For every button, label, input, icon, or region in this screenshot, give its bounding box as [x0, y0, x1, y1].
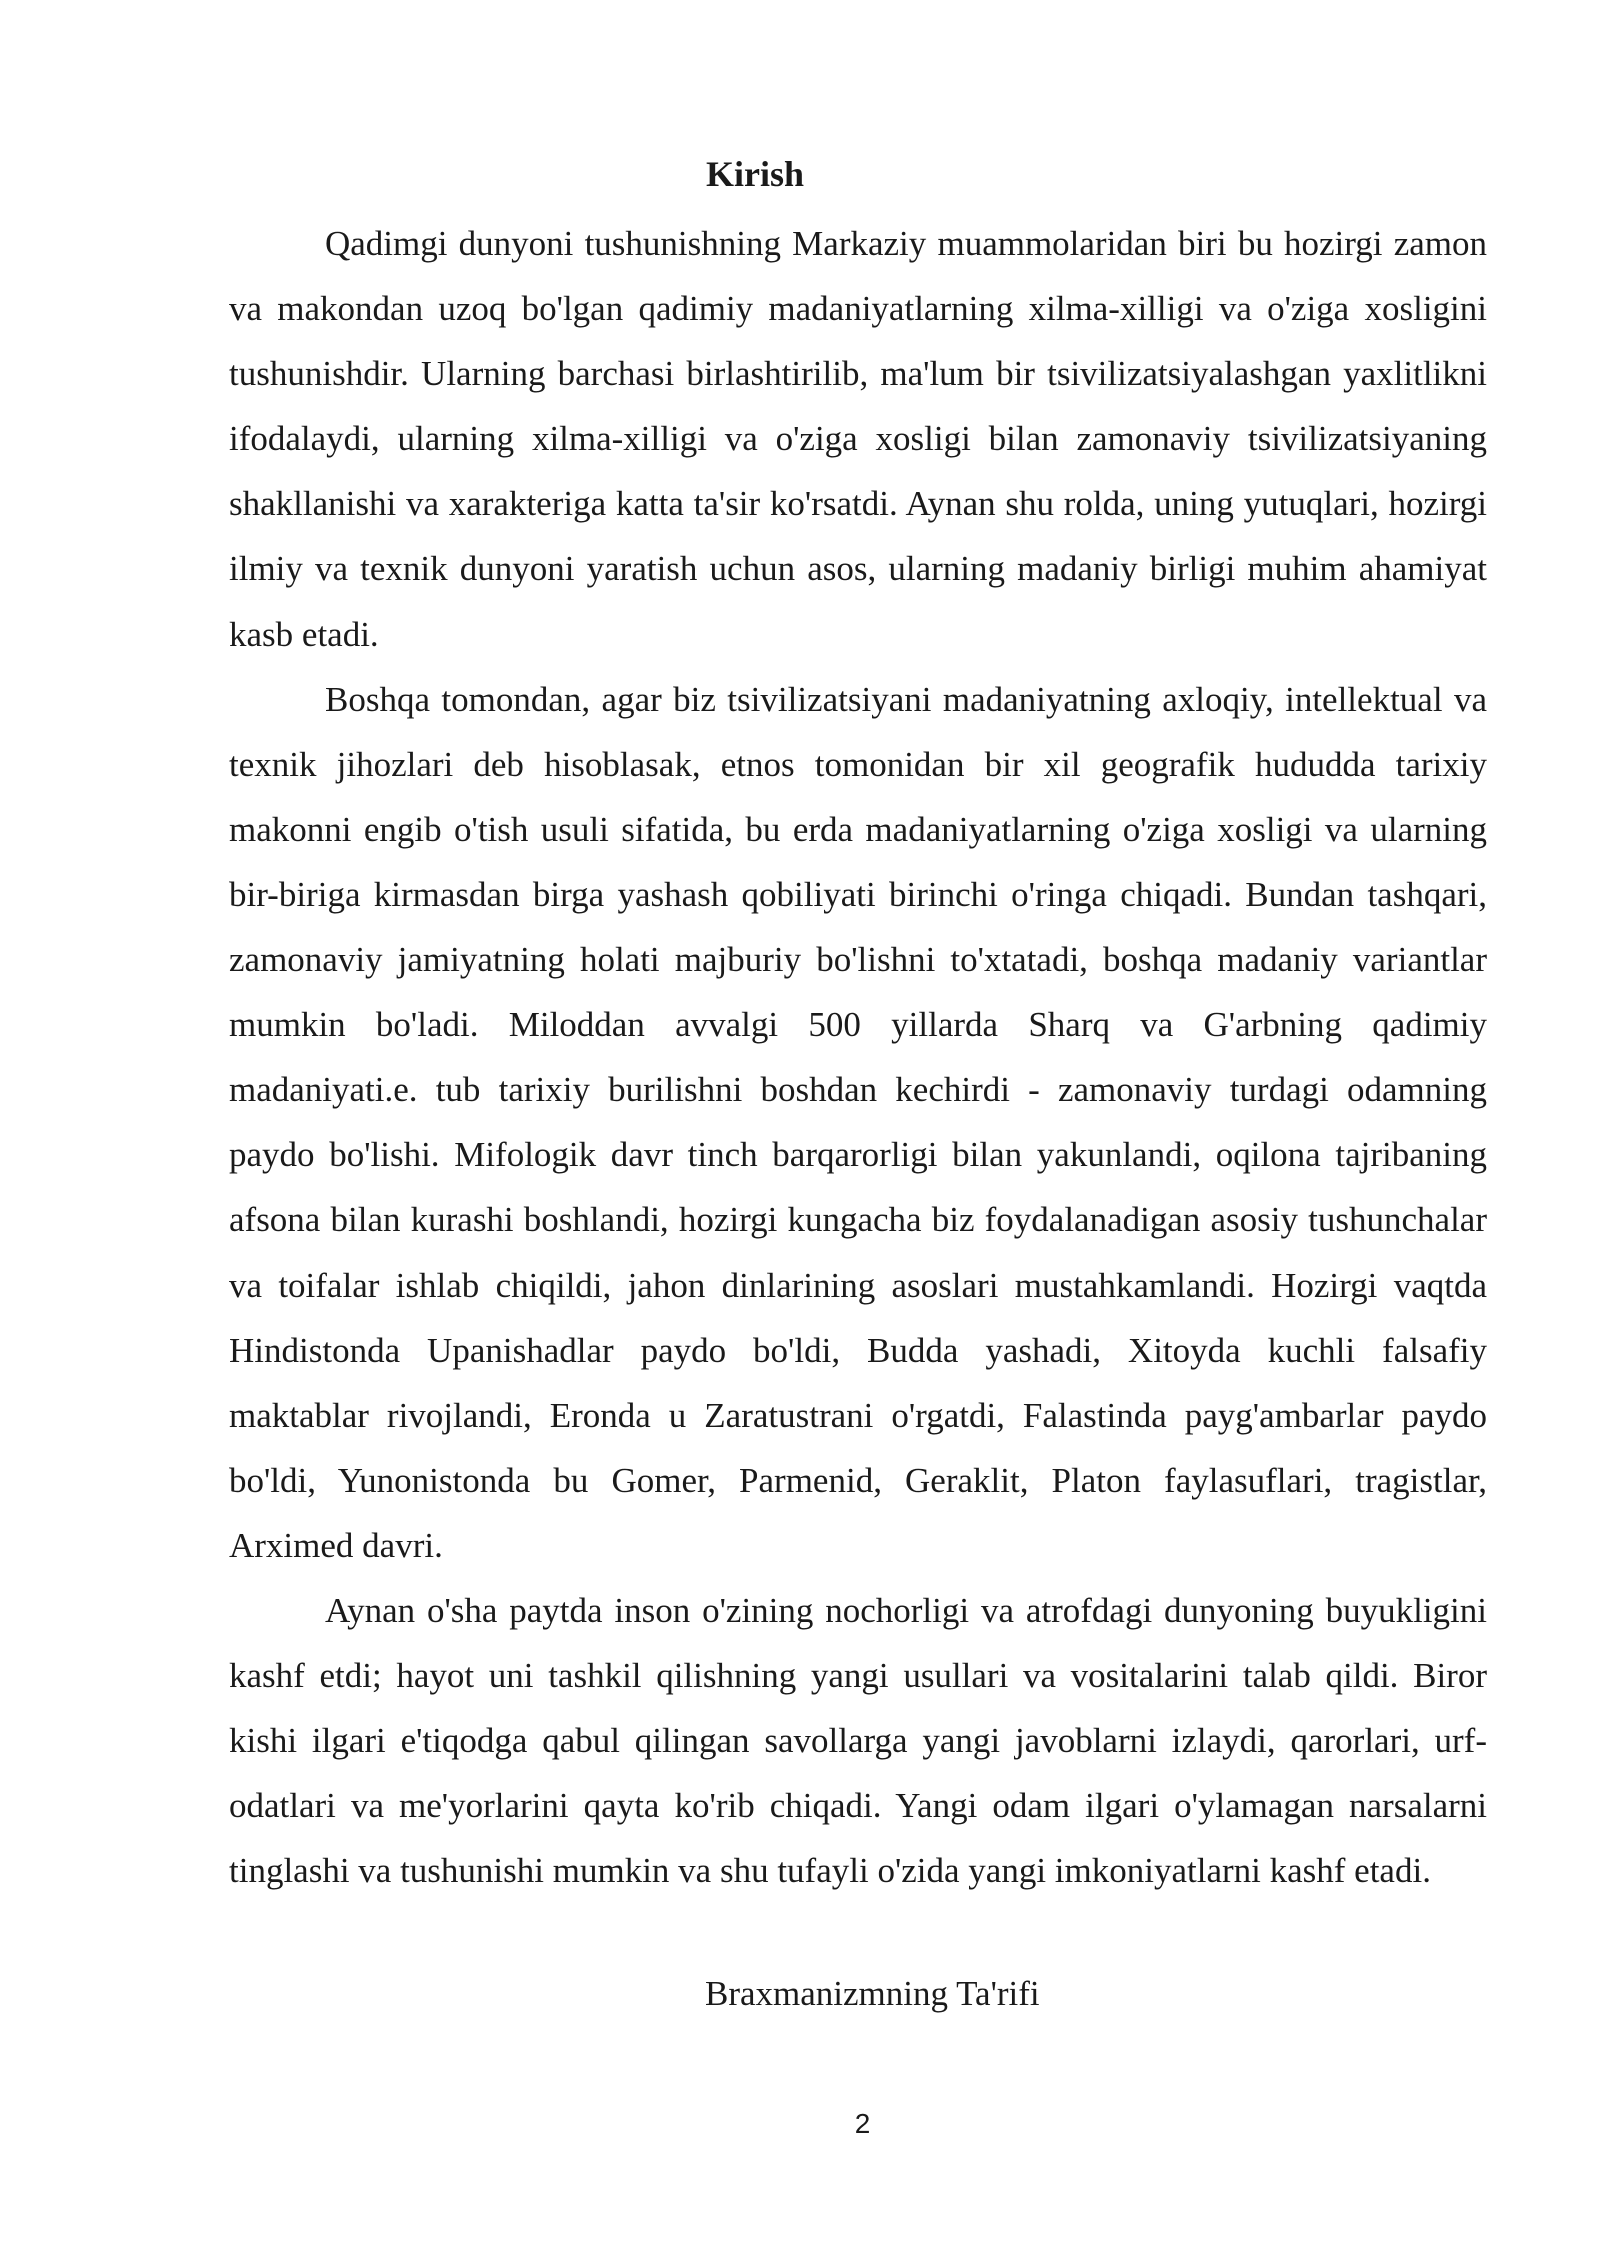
paragraph-3: Aynan o'sha paytda inson o'zining nochorligi va atrofdagi dunyoning buyukligini kashf etdi; hayot uni tashkil qilishning yangi usullari va vositalarini talab qildi. Biror kishi ilgari e'tiqodga qabul qilingan savollarga yangi javoblarni izlaydi, qarorlari, urf-odatlari va me'yorlarini qayta ko'rib chiqadi. Yangi odam ilgari o'ylamagan narsalarni tinglashi va tushunishi mumkin va shu tufayli o'zida yangi imkoniyatlarni kashf etadi.: [229, 1590, 1487, 1891]
page-heading: Kirish: [705, 154, 804, 194]
paragraph-1: Qadimgi dunyoni tushunishning Markaziy muammolaridan biri bu hozirgi zamon va makondan uzoq bo'lgan qadimiy madaniyatlarning xilma-xilligi va o'ziga xosligini tushunishdir. Ularning barchasi birlashtirilib, ma'lum bir tsivilizatsiyalashgan yaxlitlikni ifodalaydi, ularning xilma-xilligi va o'ziga xosligi bilan zamonaviy tsivilizatsiyaning shakllanishi va xarakteriga katta ta'sir ko'rsatdi. Aynan shu rolda, uning yutuqlari, hozirgi ilmiy va texnik dunyoni yaratish uchun asos, ularning madaniy birligi muhim ahamiyat kasb etadi.: [229, 224, 1487, 654]
body-text: [229, 211, 1487, 1903]
section-subheading: Braxmanizmning Ta'rifi: [705, 1974, 1040, 2013]
page-number: 2: [854, 2108, 871, 2139]
paragraph-2: Boshqa tomondan, agar biz tsivilizatsiyani madaniyatning axloqiy, intellektual va texnik jihozlari deb hisoblasak, etnos tomonidan bir xil geografik hududda tarixiy makonni engib o'tish usuli sifatida, bu erda madaniyatlarning o'ziga xosligi va ularning bir-biriga kirmasdan birga yashash qobiliyati birinchi o'ringa chiqadi. Bundan tashqari, zamonaviy jamiyatning holati majburiy bo'lishni to'xtatadi, boshqa madaniy variantlar mumkin bo'ladi. Miloddan avvalgi 500 yillarda Sharq va G'arbning qadimiy madaniyati.e. tub tarixiy burilishni boshdan kechirdi - zamonaviy turdagi odamning paydo bo'lishi. Mifologik davr tinch barqarorligi bilan yakunlandi, oqilona tajribaning afsona bilan kurashi boshlandi, hozirgi kungacha biz foydalanadigan asosiy tushunchalar va toifalar ishlab chiqildi, jahon dinlarining asoslari mustahkamlandi. Hozirgi vaqtda Hindistonda Upanishadlar paydo bo'ldi, Budda yashadi, Xitoyda kuchli falsafiy maktablar rivojlandi, Eronda u Zaratustrani o'rgatdi, Falastinda payg'ambarlar paydo bo'ldi, Yunonistonda bu Gomer, Parmenid, Geraklit, Platon faylasuflari, tragistlar, Arximed davri.: [229, 679, 1487, 1565]
